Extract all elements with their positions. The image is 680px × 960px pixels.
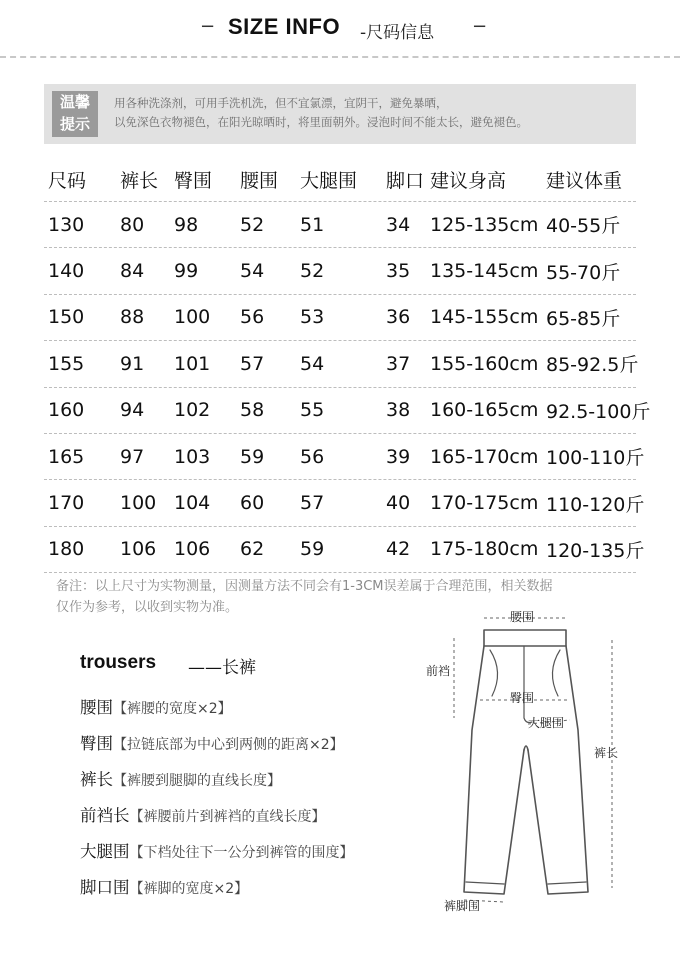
table-cell: 42 xyxy=(386,538,411,561)
trousers-title: trousers xyxy=(80,652,157,673)
table-cell: 160 xyxy=(48,399,85,422)
tip-badge-line2: 提示 xyxy=(59,115,90,133)
header-cell: 建议身高 xyxy=(430,169,507,192)
definition-term: 裤长 xyxy=(80,770,113,789)
care-tip-box xyxy=(44,84,636,144)
table-cell: 165 xyxy=(48,445,85,468)
table-cell: 165-170cm xyxy=(430,445,539,468)
table-cell: 37 xyxy=(386,352,411,375)
diagram-label-hem: 裤脚围 xyxy=(444,899,481,913)
header-dash-right: − xyxy=(472,16,488,37)
tip-text xyxy=(114,94,528,132)
table-cell: 100-110斤 xyxy=(546,447,645,470)
page-subtitle: -尺码信息 xyxy=(360,23,435,43)
definition-desc: 【下档处往下一公分到裤管的围度】 xyxy=(129,845,354,861)
table-cell: 97 xyxy=(120,445,145,468)
table-row xyxy=(44,340,639,386)
table-cell: 38 xyxy=(386,399,411,422)
definition-term: 大腿围 xyxy=(80,842,130,861)
table-cell: 180 xyxy=(48,538,85,561)
table-cell: 36 xyxy=(386,306,411,329)
table-cell: 120-135斤 xyxy=(546,539,645,562)
trousers-diagram xyxy=(420,600,640,920)
diagram-label-hip: 臀围 xyxy=(510,691,535,705)
table-cell: 88 xyxy=(120,306,145,329)
table-cell: 40 xyxy=(386,492,411,515)
table-cell: 40-55斤 xyxy=(546,215,621,238)
definition-desc: 【拉链底部为中心到两侧的距离×2】 xyxy=(113,737,344,753)
size-table-header xyxy=(44,157,636,201)
table-cell: 92.5-100斤 xyxy=(546,400,651,423)
table-cell: 65-85斤 xyxy=(546,307,621,330)
table-cell: 130 xyxy=(48,213,85,236)
definition-item xyxy=(80,802,354,838)
diagram-label-waist: 腰围 xyxy=(510,610,535,624)
table-cell: 160-165cm xyxy=(430,399,539,422)
table-cell: 125-135cm xyxy=(430,213,539,236)
definition-term: 臀围 xyxy=(80,734,113,753)
trousers-subtitle: ——长裤 xyxy=(188,658,256,678)
definition-item xyxy=(80,874,354,910)
table-cell: 39 xyxy=(386,445,411,468)
table-cell: 106 xyxy=(174,538,211,561)
table-cell: 140 xyxy=(48,260,85,283)
note-line2: 仅作为参考，以收到实物为准。 xyxy=(56,600,239,615)
table-cell: 54 xyxy=(240,260,265,283)
table-cell: 55-70斤 xyxy=(546,261,621,284)
header-cell: 脚口 xyxy=(386,169,425,192)
table-cell: 100 xyxy=(174,306,211,329)
diagram-label-front-rise: 前裆 xyxy=(426,664,451,678)
table-cell: 84 xyxy=(120,260,145,283)
tip-line1: 用各种洗涤剂，可用手洗机洗，但不宜氯漂，宜阴干，避免暴晒， xyxy=(114,96,448,110)
table-cell: 56 xyxy=(300,445,325,468)
definition-term: 脚口围 xyxy=(80,878,130,897)
table-row xyxy=(44,387,651,433)
table-cell: 80 xyxy=(120,213,145,236)
table-cell: 54 xyxy=(300,352,325,375)
page-header xyxy=(0,8,680,42)
table-row xyxy=(44,479,645,525)
table-cell: 155-160cm xyxy=(430,352,539,375)
header-divider xyxy=(0,56,680,58)
definition-term: 腰围 xyxy=(80,698,113,717)
table-cell: 155 xyxy=(48,352,85,375)
diagram-label-length: 裤长 xyxy=(594,746,619,760)
table-row xyxy=(44,294,636,340)
tip-badge-line1: 温馨 xyxy=(59,93,90,111)
table-cell: 99 xyxy=(174,260,199,283)
table-cell: 94 xyxy=(120,399,145,422)
table-cell: 60 xyxy=(240,492,265,515)
table-cell: 100 xyxy=(120,492,157,515)
table-cell: 57 xyxy=(240,352,265,375)
table-cell: 110-120斤 xyxy=(546,493,645,516)
definition-item xyxy=(80,838,354,874)
header-cell: 尺码 xyxy=(48,169,87,192)
table-cell: 35 xyxy=(386,260,411,283)
table-cell: 150 xyxy=(48,306,85,329)
table-cell: 85-92.5斤 xyxy=(546,354,639,377)
definition-desc: 【裤腰到腿脚的直线长度】 xyxy=(113,773,281,789)
table-row xyxy=(44,201,636,247)
header-dash-left: − xyxy=(200,16,216,37)
tip-line2: 以免深色衣物褪色，在阳光晾晒时，将里面朝外。浸泡时间不能太长，避免褪色。 xyxy=(114,115,528,129)
table-cell: 98 xyxy=(174,213,199,236)
definition-desc: 【裤脚的宽度×2】 xyxy=(129,881,249,897)
header-cell: 大腿围 xyxy=(300,169,358,192)
page-title: SIZE INFO xyxy=(228,14,341,39)
table-cell: 62 xyxy=(240,538,265,561)
table-cell: 34 xyxy=(386,213,411,236)
table-cell: 59 xyxy=(300,538,325,561)
header-cell: 裤长 xyxy=(120,169,159,192)
table-cell: 103 xyxy=(174,445,211,468)
table-cell: 175-180cm xyxy=(430,538,539,561)
table-cell: 52 xyxy=(300,260,325,283)
table-cell: 170-175cm xyxy=(430,492,539,515)
size-table xyxy=(44,157,651,573)
table-cell: 91 xyxy=(120,352,145,375)
table-cell: 57 xyxy=(300,492,325,515)
table-cell: 106 xyxy=(120,538,157,561)
table-cell: 145-155cm xyxy=(430,306,539,329)
header-cell: 建议体重 xyxy=(546,169,623,192)
diagram-label-thigh: 大腿围 xyxy=(528,716,565,730)
measurement-definitions xyxy=(80,694,354,910)
definition-item xyxy=(80,766,354,802)
definition-item xyxy=(80,694,354,730)
table-cell: 53 xyxy=(300,306,325,329)
table-cell: 55 xyxy=(300,399,325,422)
table-cell: 56 xyxy=(240,306,265,329)
table-cell: 135-145cm xyxy=(430,260,539,283)
note-line1: 备注：以上尺寸为实物测量，因测量方法不同会有1-3CM误差属于合理范围，相关数据 xyxy=(56,579,553,594)
definition-desc: 【裤腰前片到裤裆的直线长度】 xyxy=(129,809,326,825)
table-cell: 59 xyxy=(240,445,265,468)
table-cell: 104 xyxy=(174,492,211,515)
table-cell: 51 xyxy=(300,213,325,236)
header-cell: 臀围 xyxy=(174,169,213,192)
tip-badge xyxy=(52,91,98,137)
table-row xyxy=(44,433,645,479)
definition-term: 前裆长 xyxy=(80,806,130,825)
header-cell: 腰围 xyxy=(240,169,279,192)
table-cell: 58 xyxy=(240,399,265,422)
definition-desc: 【裤腰的宽度×2】 xyxy=(113,701,232,717)
table-cell: 52 xyxy=(240,213,265,236)
table-row xyxy=(44,247,636,293)
table-cell: 101 xyxy=(174,352,211,375)
table-row xyxy=(44,526,645,573)
table-cell: 102 xyxy=(174,399,211,422)
definition-item xyxy=(80,730,354,766)
table-cell: 170 xyxy=(48,492,85,515)
